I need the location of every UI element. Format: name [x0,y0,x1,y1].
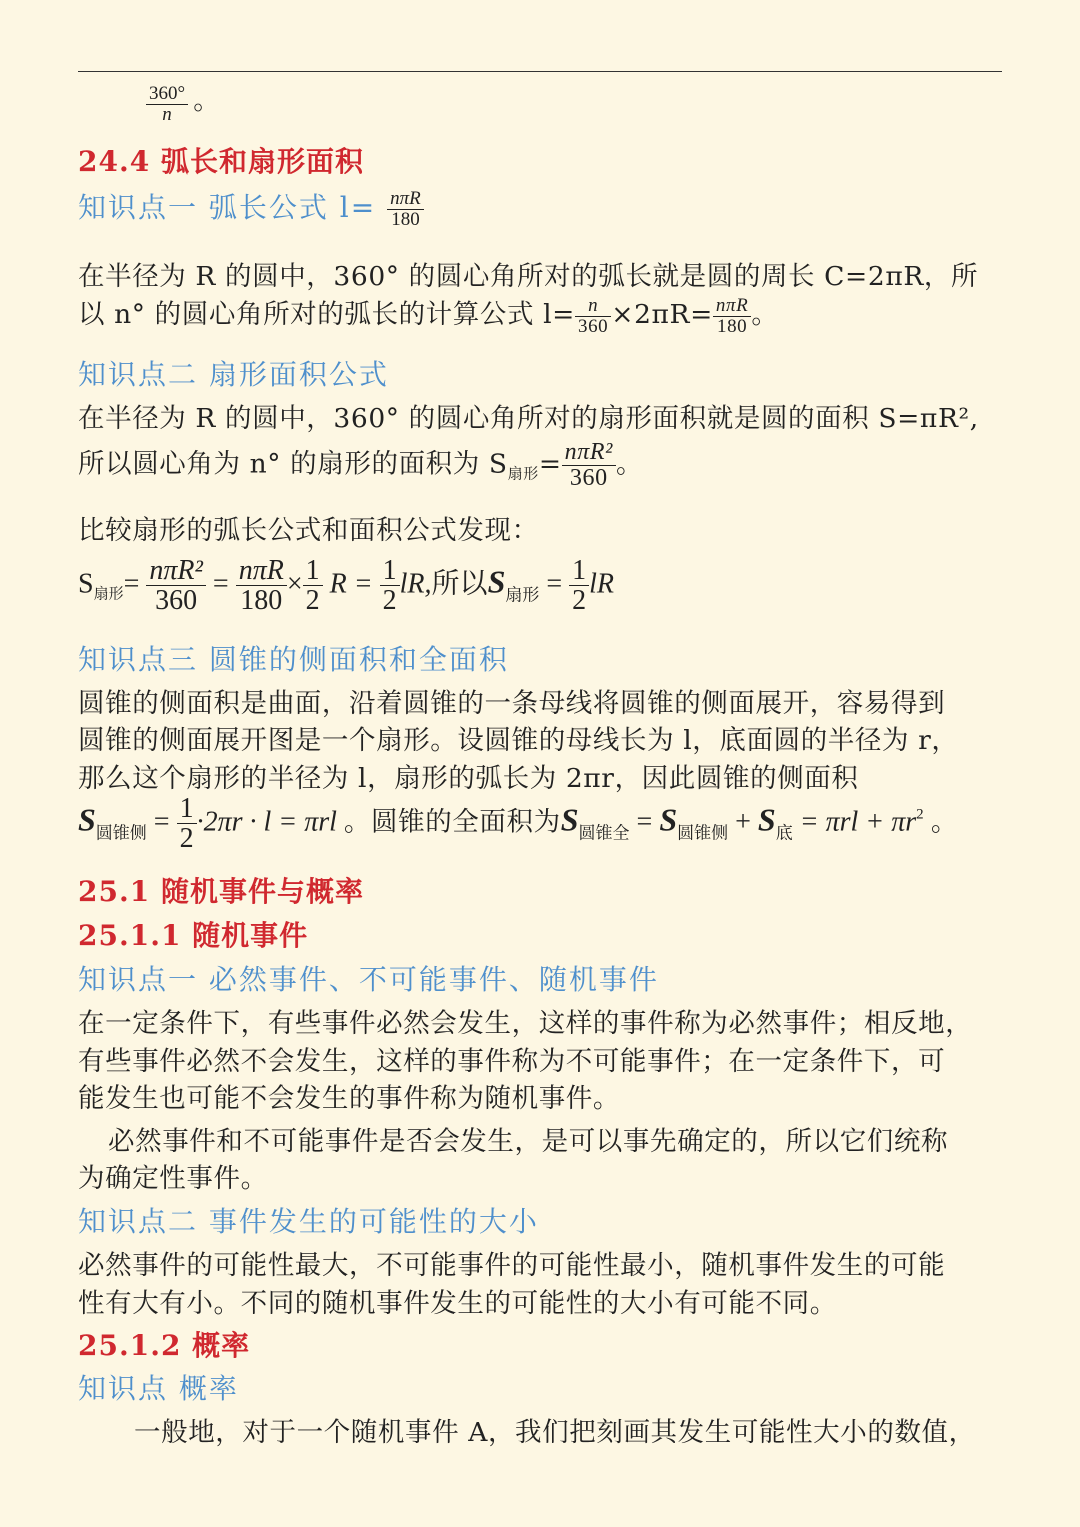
text-run: 。圆锥的全面积为 [343,806,561,837]
fraction-numerator: nπR [236,556,287,586]
formula-symbol: S [78,801,96,838]
formula-symbol: S [757,801,776,838]
fraction-denominator: n [162,104,172,125]
subscript: 圆锥侧 [95,823,147,843]
fraction-e [569,556,589,616]
fraction-numerator: 360° [146,84,188,105]
k1-paragraph-line-1: 在半径为 R 的圆中，360° 的圆心角所对的弧长就是圆的周长 C=2πR，所 [78,261,979,292]
k3-paragraph-line-1: 圆锥的侧面积是曲面，沿着圆锥的一条母线将圆锥的侧面展开，容易得到 [78,688,946,719]
k3-paragraph-line-3: 那么这个扇形的半径为 l，扇形的弧长为 2πr，因此圆锥的侧面积 [78,763,859,794]
subscript: 扇形 [507,464,539,483]
cone-formula [78,794,958,854]
formula-symbol: × [286,568,303,600]
k5-heading: 知识点二 事件发生的可能性的大小 [78,1205,539,1238]
k5-paragraph-line-2: 性有大有小。不同的随机事件发生的可能性的大小有可能不同。 [78,1288,837,1319]
subscript: 扇形 [93,586,124,603]
k4-heading: 知识点一 必然事件、不可能事件、随机事件 [78,963,659,996]
sector-area-fraction [562,440,616,491]
fraction-numerator: 1 [569,556,589,586]
fraction-denominator: 180 [716,315,748,337]
k4-paragraph-line-4: 必然事件和不可能事件是否会发生，是可以事先确定的，所以它们统称 [108,1126,949,1157]
fraction-n-over-360 [575,296,611,337]
text-run: 。 [751,299,779,330]
formula-symbol: = [146,806,177,838]
period: 。 [193,85,221,116]
fraction-denominator: 360 [569,465,608,492]
formula-symbol: S [78,568,94,600]
fraction-denominator: 180 [391,209,420,230]
k5-paragraph-line-1: 必然事件的可能性最大，不可能事件的可能性最小，随机事件发生的可能 [78,1250,946,1281]
section-heading-25-1: 25.1 随机事件与概率 [78,875,364,908]
formula-symbol: lR [589,568,615,600]
fraction-numerator: nπR [387,189,424,210]
formula-symbol: = [539,568,570,600]
fraction-numerator: 1 [380,556,400,586]
k1-heading-line [78,186,424,230]
text-run: 以 n° 的圆心角所对的弧长的计算公式 l= [78,299,575,330]
formula-symbol: = πrl + πr [792,806,917,838]
fraction-b [236,556,287,616]
k1-paragraph-line-2 [78,292,778,336]
superscript: 2 [916,806,924,823]
fraction-denominator: 180 [240,585,283,617]
formula-symbol: lR, [399,568,432,600]
k3-heading: 知识点三 圆锥的侧面积和全面积 [78,643,509,676]
section-heading-25-1-2: 25.1.2 概率 [78,1329,251,1362]
subscript: 扇形 [505,585,540,605]
k6-heading: 知识点 概率 [78,1372,239,1405]
arc-length-fraction [387,189,424,230]
k6-paragraph-line-1: 一般地，对于一个随机事件 A，我们把刻画其发生可能性大小的数值， [134,1417,976,1448]
formula-symbol: S [487,563,506,600]
subscript: 圆锥侧 [677,823,729,843]
k4-paragraph-line-5: 为确定性事件。 [78,1163,268,1194]
fraction-denominator: 2 [382,585,397,617]
fraction-half [177,794,197,854]
fraction-c [303,556,323,616]
formula-symbol: S [659,801,678,838]
k4-paragraph-line-3: 能发生也可能不会发生的事件称为随机事件。 [78,1083,620,1114]
fraction-360-over-n [146,84,188,125]
fraction-numerator: nπR² [146,556,206,586]
formula-symbol: + [728,806,758,838]
formula-symbol: S [560,801,579,838]
fraction-numerator: nπR [713,296,751,317]
section-heading-24-4: 24.4 弧长和扇形面积 [78,145,364,178]
k2-paragraph-line-3: 比较扇形的弧长公式和面积公式发现： [78,515,539,546]
k4-paragraph-line-1: 在一定条件下，有些事件必然会发生，这样的事件称为必然事件；相反地， [78,1008,973,1039]
formula-symbol: = [629,806,660,838]
subscript: 底 [775,823,793,843]
fraction-npir-over-180 [713,296,751,337]
k3-paragraph-line-2: 圆锥的侧面展开图是一个扇形。设圆锥的母线长为 l，底面圆的半径为 r， [78,725,959,756]
k1-heading: 知识点一 弧长公式 l= [78,191,377,224]
formula-symbol: = [123,568,140,600]
fraction-denominator: 2 [572,585,587,617]
k2-heading: 知识点二 扇形面积公式 [78,358,389,391]
top-fraction-line [146,78,220,125]
formula-symbol: R = [329,568,373,600]
subscript: 圆锥全 [578,823,630,843]
fraction-denominator: 2 [305,585,320,617]
text-run: 。 [615,448,644,480]
fraction-d [380,556,400,616]
header-rule [78,71,1002,72]
text-run: 。 [923,806,958,837]
fraction-denominator: 360 [155,585,198,617]
section-heading-25-1-1: 25.1.1 随机事件 [78,919,309,952]
text-run: ×2πR= [611,299,713,330]
k2-paragraph-line-1: 在半径为 R 的圆中，360° 的圆心角所对的扇形面积就是圆的面积 S=πR², [78,403,979,434]
text-run: 所以圆心角为 n° 的扇形的面积为 S [78,448,508,480]
fraction-numerator: nπR² [562,440,616,466]
text-run: = [538,448,562,480]
fraction-numerator: 1 [303,556,323,586]
fraction-denominator: 2 [179,823,194,855]
fraction-numerator: n [575,296,611,317]
fraction-a [146,556,206,616]
formula-symbol: = [212,568,229,600]
k4-paragraph-line-2: 有些事件必然不会发生，这样的事件称为不可能事件；在一定条件下，可 [78,1046,946,1077]
fraction-denominator: 360 [577,315,609,337]
sector-formula [78,556,614,616]
formula-symbol: ·2πr · l = πrl [196,806,337,838]
text-run: 所以 [431,568,488,600]
k2-paragraph-line-2 [78,440,643,491]
fraction-numerator: 1 [177,794,197,824]
